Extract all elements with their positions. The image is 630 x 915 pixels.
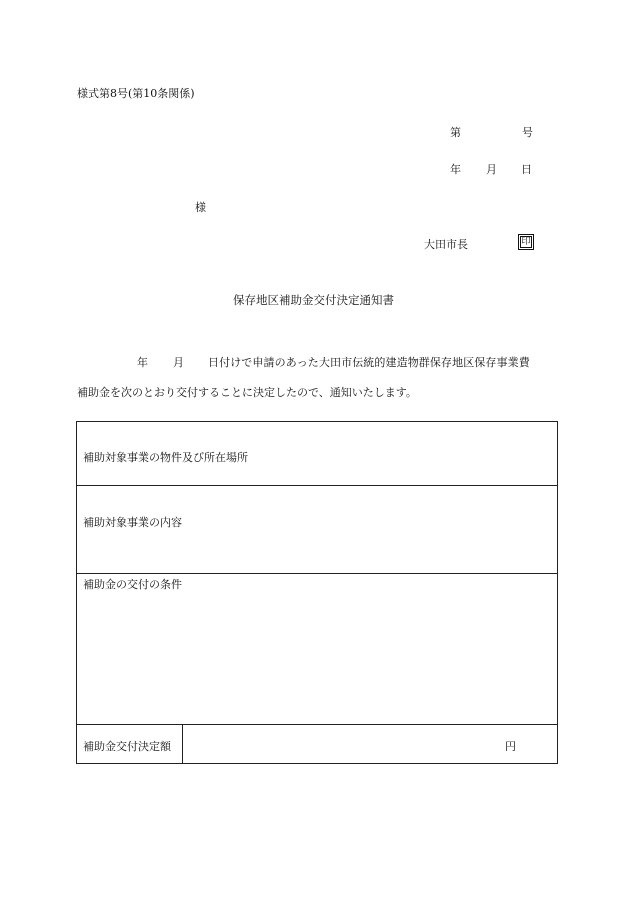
addressee-honorific: 様 [195,201,206,214]
amount-unit: 円 [505,740,516,753]
document-title: 保存地区補助金交付決定通知書 [233,293,394,307]
date-month-label: 月 [486,163,497,176]
amount-value-cell [183,725,558,764]
conditions-cell [77,574,558,725]
document-number-prefix: 第 [450,126,461,139]
table-row-content [77,486,558,574]
date-day-label: 日 [521,163,532,176]
form-number: 様式第8号(第10条関係) [77,87,195,100]
table-row-conditions [77,574,558,725]
amount-label: 補助金交付決定額 [83,740,171,753]
issuer-title: 大田市長 [424,238,468,251]
document-number-suffix: 号 [522,126,533,139]
body-month-label: 月 [173,356,184,369]
body-text-line-2: 補助金を次のとおり交付することに決定したので、通知いたします。 [77,386,417,399]
property-label: 補助対象事業の物件及び所在場所 [83,451,248,464]
amount-label-cell [77,725,183,764]
property-cell [77,422,558,486]
date-year-label: 年 [450,163,461,176]
body-text-line-1: 日付けで申請のあった大田市伝統的建造物群保存地区保存事業費 [208,356,530,369]
content-cell [77,486,558,574]
table-row-amount [77,725,558,764]
conditions-label: 補助金の交付の条件 [83,578,182,591]
content-label: 補助対象事業の内容 [83,516,182,529]
decision-table [76,421,558,764]
seal-stamp-icon [518,234,534,250]
body-year-label: 年 [137,356,148,369]
table-row-property [77,422,558,486]
seal-stamp-text: 印 [521,237,531,247]
